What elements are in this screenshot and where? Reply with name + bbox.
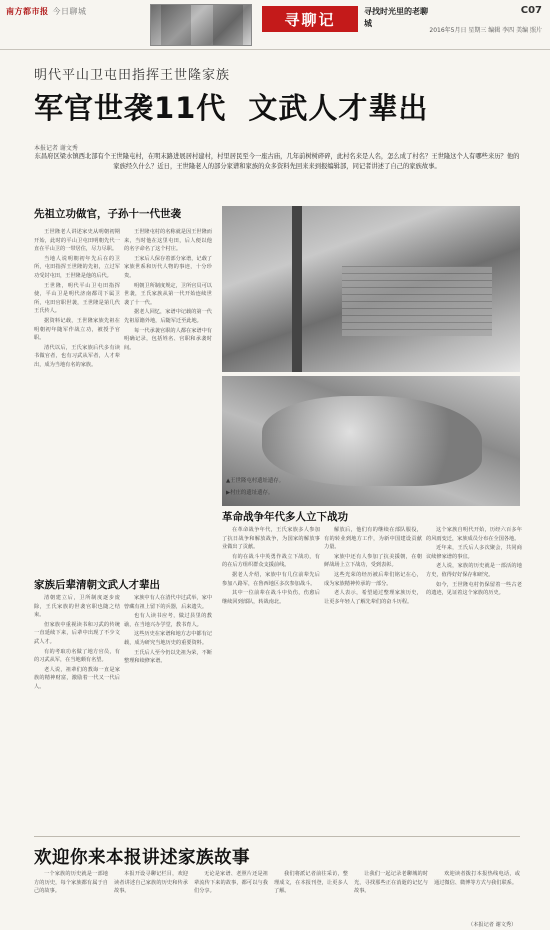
page-number: C07	[520, 5, 542, 16]
masthead-photo	[150, 4, 252, 46]
body-paragraph: 明朝卫所制度规定，卫所官员可以世袭，王氏家族从第一代开始连续世袭了十一代。	[124, 282, 212, 306]
article-lead: 东昌府区梁水镇西北部有个王世隆屯村，在明末路进展居村建村，村里居民至今一座古庙，几年前树树碎碎，此村名来是人名，怎么成了村名？王世隆这个人有哪些来历？他的家族经久什么？近日，王世隆老人的部分家谱和家族的众多资料先回来来到报编辑部，同记者讲述了自己的家族故事。	[34, 153, 520, 170]
body-paragraph: 家族中有人在清代中过武举，家中曾藏有祖上留下的兵器，后来遗失。	[124, 595, 212, 610]
section-heading-war: 革命战争年代多人立下战功	[222, 511, 348, 523]
body-paragraph: 王世隆老人讲述家史从明朝初期开始，此时的平山卫屯田明朝先代一直在平山卫的一带居住，尽力尽职。	[34, 229, 120, 253]
body-paragraph: 其中一位前辈在战斗中负伤，伤愈后继续回到部队，转战南北。	[222, 590, 320, 605]
article-kicker: 明代平山卫屯田指挥王世隆家族	[34, 68, 231, 83]
body-paragraph: 这些光荣的经历被后辈们铭记在心，成为家族精神传承的一部分。	[324, 571, 422, 587]
body-paragraph: 老人说，祖辈们的教诲一直是家族的精神财富，激励着一代又一代后人。	[34, 666, 120, 690]
body-paragraph: 也有人读书应考，做过县里的教谕，在当地兴办学堂，教书育人。	[124, 613, 212, 628]
body-column	[222, 526, 320, 828]
body-column	[124, 228, 212, 563]
body-paragraph: 解放后，他们有的继续在部队服役，有的转业到地方工作，为新中国建设贡献力量。	[324, 527, 422, 551]
body-paragraph: 老人说，家族的历史就是一部活的地方史，值得好好保存和研究。	[426, 563, 522, 578]
column-title: 寻聊记	[262, 6, 358, 32]
body-paragraph: 在革命战争年代，王氏家族多人参加了抗日战争和解放战争，为国家的解放事业做出了贡献。	[222, 527, 320, 551]
masthead	[0, 0, 550, 50]
reporter-sign: （本报记者 谢文秀）	[468, 922, 517, 928]
section-heading-ancestors: 先祖立功做官，子孙十一代世袭	[34, 208, 181, 220]
body-paragraph: 如今，王世隆屯村仍保留着一些古老的遗迹，见证着这个家族的历史。	[426, 581, 522, 597]
body-paragraph: 这个家族自明代开始，历经六百多年的风雨变迁，家族成员分布在全国各地。	[426, 527, 522, 542]
body-column	[426, 526, 522, 828]
invitation-banner: 欢迎你来本报讲述家族故事	[34, 848, 250, 868]
bottom-column: 本报开设寻聊记栏目，欢迎读者讲述自己家族的历史和传承故事。	[114, 871, 188, 895]
body-column	[34, 594, 120, 828]
body-column	[324, 526, 422, 828]
body-paragraph: 清朝建立后，卫所制度逐步废除，王氏家族的世袭官职也随之结束。	[34, 595, 120, 619]
bottom-column: 让我们一起记录老聊城的时光，寻找那些正在消逝的记忆与故事。	[354, 871, 428, 895]
headline-part1: 军官世袭11代	[34, 91, 227, 125]
brand-name: 南方都市报	[6, 7, 49, 16]
body-paragraph: 近年来，王氏后人多次聚会，共同商议续修家谱的事宜。	[426, 545, 522, 560]
body-paragraph: 据资料记载，王世隆家族先祖在明朝初年随军作战立功，被授予官职。	[34, 317, 120, 342]
photo-caption: ▶村庄的遗址遗存。	[226, 490, 274, 496]
byline: 本报记者 谢文秀	[34, 145, 78, 152]
body-paragraph: 有的考取功名做了地方官员，有的习武从军，在当地颇有名望。	[34, 648, 120, 664]
photo-village-tree	[222, 206, 520, 372]
body-paragraph: 据老人介绍，家族中有几位前辈先后参加八路军，在鲁西地区多次参加战斗。	[222, 571, 320, 587]
body-paragraph: 当地人说明朝初年先后在的卫所，屯田指挥王世隆的先祖，立过军功受封屯田，王世隆是他的后代。	[34, 255, 120, 279]
column-slogan: 寻找时光里的老聊城	[364, 7, 428, 28]
bottom-column: 无论是家谱、老照片还是祖辈流传下来的故事，都可以与我们分享。	[194, 871, 268, 895]
headline-part2: 文武人才辈出	[248, 91, 429, 125]
body-paragraph: 但家族中重视读书和习武的传统一直延续下来，后辈中出现了不少文武人才。	[34, 621, 120, 645]
photo-stone-relic	[222, 376, 520, 506]
body-paragraph: 据老人回忆，家谱中记载的第一代先祖原籍外地，后随军迁至此地。	[124, 309, 212, 324]
body-paragraph: 老人表示，希望通过整理家族历史，让更多年轻人了解先辈们的奋斗历程。	[324, 590, 422, 605]
section-heading-descendants: 家族后辈清朝文武人才辈出	[34, 579, 160, 591]
page-meta: 2016年5月日 星期三 编辑 李四 美编 照片	[429, 27, 542, 34]
body-paragraph: 有的在战斗中英勇作战立下战功，有的在后方组织群众支援前线。	[222, 553, 320, 569]
newspaper-brand	[6, 6, 87, 17]
section-divider	[34, 836, 520, 837]
body-paragraph: 王家后人保存着部分家谱，记载了家族世系和历代人物的事迹，十分珍贵。	[124, 255, 212, 279]
brand-sub: 今日聊城	[52, 7, 87, 16]
body-paragraph: 王氏后人至今仍以先祖为荣，不断整理和续修家谱。	[124, 649, 212, 665]
body-paragraph: 每一代承袭官职的人都在家谱中有明确记录，包括姓名、官职和承袭时间。	[124, 327, 212, 351]
body-paragraph: 这些历史在家谱和地方志中都有记载，成为研究当地历史的重要资料。	[124, 631, 212, 646]
bottom-column: 一个家族的历史就是一部地方的历史，每个家族都有属于自己的故事。	[34, 871, 108, 895]
body-column	[34, 228, 120, 563]
body-paragraph: 王世隆，明代平山卫屯田指挥使，平山卫是明代济南都司下属卫所，屯田官职世袭，王世隆是第几代王氏传人。	[34, 282, 120, 315]
photo-caption: ▲王世隆屯村遗址遗存。	[226, 478, 285, 484]
bottom-column: 欢迎读者拨打本报热线电话，或通过微信、微博等方式与我们联系。	[434, 871, 520, 886]
article-headline	[34, 86, 428, 127]
body-paragraph: 家族中还有人参加了抗美援朝，在朝鲜战场上立下战功，受到表彰。	[324, 553, 422, 569]
body-paragraph: 清代以后，王氏家族后代多有读书做官者，也有习武从军者，人才辈出，成为当地有名的家族。	[34, 344, 120, 368]
bottom-column: 我们将派记者前往采访，整理成文，在本报刊登，让更多人了解。	[274, 871, 348, 895]
body-paragraph: 王世隆屯村的名称就是因王世隆而来，当时他在这里屯田，后人便以他的名字命名了这个村庄。	[124, 229, 212, 253]
body-column	[124, 594, 212, 828]
